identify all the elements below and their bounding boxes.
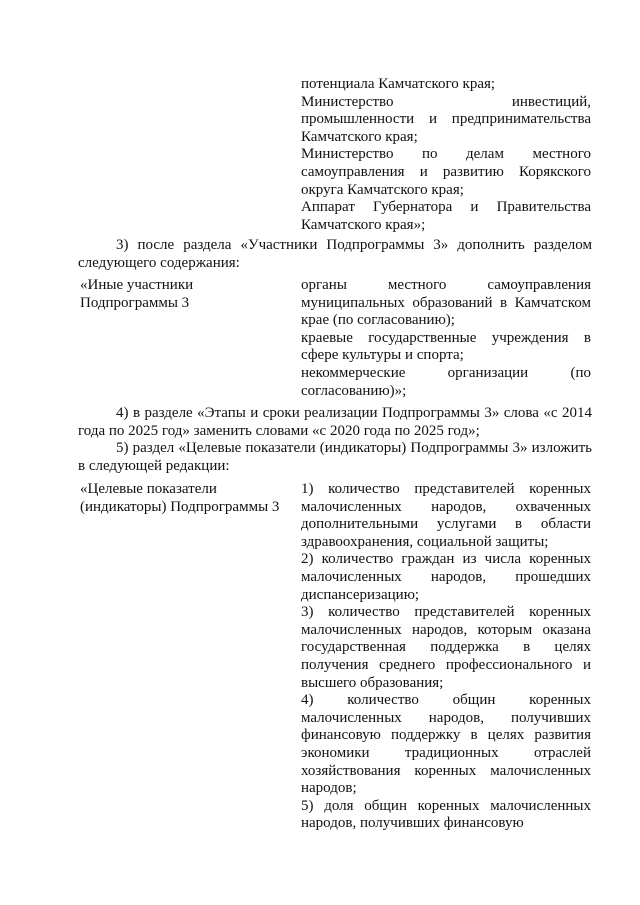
indicator-item: 5) доля общин коренных малочисленных народов, получивших финансовую <box>301 797 591 832</box>
other-participants-label <box>80 277 285 312</box>
participant-item: Министерство по делам местного самоуправления и развитию Корякского округа Камчатского края; <box>301 146 591 198</box>
other-participants-label-text: «Иные участники Подпрограммы 3 <box>80 277 194 311</box>
other-participants-list <box>301 277 591 400</box>
paragraph-5: 5) раздел «Целевые показатели (индикаторы) Подпрограммы 3» изложить в следующей редакции: <box>78 440 592 474</box>
target-indicators-label-text: «Целевые показатели (индикаторы) Подпрограммы 3 <box>80 481 280 515</box>
target-indicators-label <box>80 481 285 516</box>
indicator-item: 4) количество общин коренных малочисленных народов, получивших финансовую поддержку в целях развития экономики традиционных отраслей хозяйствования коренных малочисленных народов; <box>301 692 591 797</box>
paragraph-3: 3) после раздела «Участники Подпрограммы 3» дополнить разделом следующего содержания: <box>78 237 592 271</box>
participants-list <box>301 76 591 234</box>
indicator-item: 1) количество представителей коренных малочисленных народов, охваченных дополнительными услугами в области здравоохранения, социальной защиты; <box>301 481 591 550</box>
other-participant-item: органы местного самоуправления муниципальных образований в Камчатском крае (по согласованию); <box>301 277 591 329</box>
participant-item: потенциала Камчатского края; <box>301 76 496 92</box>
other-participant-item: некоммерческие организации (по согласованию)»; <box>301 364 591 399</box>
indicator-item: 2) количество граждан из числа коренных малочисленных народов, прошедших диспансеризацию; <box>301 551 591 603</box>
other-participant-item: краевые государственные учреждения в сфере культуры и спорта; <box>301 329 591 364</box>
target-indicators-list <box>301 481 591 833</box>
participant-item: Министерство инвестиций, промышленности и предпринимательства Камчатского края; <box>301 93 591 145</box>
paragraph-4: 4) в разделе «Этапы и сроки реализации Подпрограммы 3» слова «с 2014 года по 2025 год» заменить словами «с 2020 года по 2025 год»; <box>78 405 592 439</box>
indicator-item: 3) количество представителей коренных малочисленных народов, которым оказана государственная поддержка в целях получения среднего профессионального и высшего образования; <box>301 604 591 691</box>
participant-item: Аппарат Губернатора и Правительства Камчатского края»; <box>301 199 591 233</box>
